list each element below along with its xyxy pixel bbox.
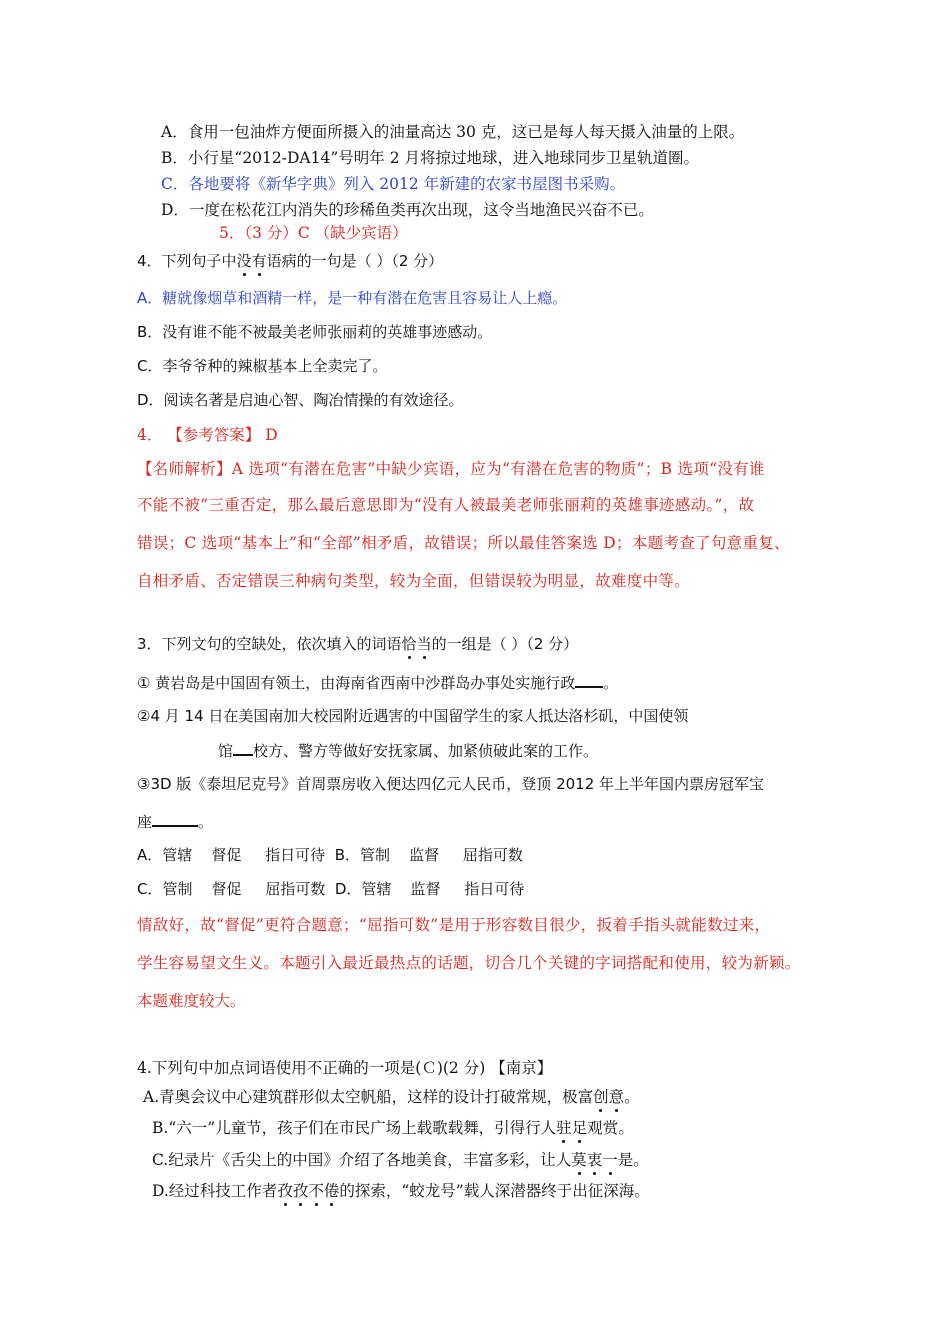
option-a-end: 。	[624, 1088, 640, 1106]
sentence-1	[137, 672, 618, 693]
dotted-words	[237, 252, 267, 270]
option-a-text: A．食用一包油炸方便面所摄入的油量高达 30 克，这已是每人每天摄入油量的上限。	[161, 123, 745, 141]
option-c-start: C.纪录片《舌尖上的中国》介绍了各地美食，丰富多彩，让人	[152, 1151, 572, 1169]
emphasis-char: 足	[571, 1119, 588, 1137]
emphasis-char: 有	[251, 252, 267, 270]
option-c-end: 是。	[617, 1151, 649, 1169]
emphasis-char: 不	[308, 1182, 324, 1200]
option-c-text: C．李爷爷种的辣椒基本上全卖完了。	[137, 357, 388, 375]
answer-line: 5．（3 分）C （缺少宾语）	[219, 224, 408, 242]
question-stem: 4.下列句中加点词语使用不正确的一项是(Ｃ)(2 分) 【南京】	[137, 1059, 553, 1077]
option-d-text: D．一度在松花江内消失的珍稀鱼类再次出现，这令当地渔民兴奋不已。	[161, 201, 654, 219]
sentence-2-start: 馆	[218, 742, 234, 760]
option-d-text: D．阅读名著是启迪心智、陶冶情操的有效途径。	[137, 391, 464, 409]
dotted-words	[402, 635, 432, 653]
analysis-line-1: 【名师解析】A 选项“有潜在危害”中缺少宾语，应为“有潜在危害的物质”；B 选项“没有谁	[137, 460, 765, 478]
emphasis-char: 一	[602, 1151, 618, 1169]
analysis-line-2: 学生容易望文生义。本题引入最近最热点的话题，切合几个关键的字词搭配和使用，较为新颖。	[137, 954, 801, 972]
emphasis-char: 孜	[292, 1182, 309, 1200]
sentence-3-start: 座	[137, 813, 153, 831]
analysis-line-1: 情敌好，故“督促”更符合题意；“屈指可数”是用于形容数目很少，扳着手指头就能数过来，	[137, 916, 771, 934]
question-stem	[137, 251, 443, 271]
emphasis-char: 孜	[277, 1182, 293, 1200]
stem-text-end: 的一组是（ ）（2 分）	[431, 635, 579, 653]
sentence-1-text: ① 黄岩岛是中国固有领土，由海南省西南中沙群岛办事处实施行政	[137, 674, 576, 692]
sentence-2-line-2	[218, 740, 598, 761]
sentence-3-line-1: ③3D 版《泰坦尼克号》首周票房收入便达四亿元人民币，登顶 2012 年上半年国内票房冠军宝	[137, 775, 765, 793]
option-b-start: B.“六一”儿童节，孩子们在市民广场上载歌载舞，引得行人	[152, 1119, 557, 1137]
analysis-line-3: 错误；C 选项“基本上”和“全部”相矛盾，故错误；所以最佳答案选 D；本题考查了句意重复、	[137, 534, 790, 552]
stem-text-end: 语病的一句是（ ）（2 分）	[266, 252, 444, 270]
emphasis-char: 倦	[323, 1182, 340, 1200]
emphasis-char: 没	[236, 252, 252, 270]
question-stem	[137, 634, 578, 654]
answer-line: 4． 【参考答案】 D	[137, 426, 278, 444]
analysis-line-4: 自相矛盾、否定错误三种病句类型，较为全面，但错误较为明显，故难度中等。	[137, 572, 691, 590]
analysis-line-2: 不能不被”三重否定，那么最后意思即为“没有人被最美老师张丽莉的英雄事迹感动。”，故	[137, 496, 755, 514]
emphasis-char: 莫	[571, 1151, 587, 1169]
fill-blank	[575, 672, 603, 688]
fill-blank	[233, 740, 253, 756]
option-b-text	[152, 1118, 634, 1138]
option-c-text	[152, 1150, 649, 1170]
option-a-text	[143, 1087, 640, 1107]
options-a-b: A．管辖 督促 指日可待 B．管制 监督 屈指可数	[137, 846, 523, 864]
option-b-end: 观赏。	[587, 1119, 634, 1137]
analysis-line-3: 本题难度较大。	[137, 992, 246, 1010]
emphasis-char: 意	[608, 1088, 625, 1106]
options-c-d: C．管制 督促 屈指可数 D．管辖 监督 指日可待	[137, 880, 525, 898]
emphasis-char: 创	[593, 1088, 609, 1106]
option-d-end: 的探索，“蛟龙号”载人深潜器终于出征深海。	[339, 1182, 650, 1200]
option-d-text	[152, 1181, 650, 1201]
option-b-text: B．小行星“2012-DA14”号明年 2 月将掠过地球，进入地球同步卫星轨道圈。	[161, 149, 699, 167]
emphasis-char: 当	[416, 635, 432, 653]
emphasis-char: 恰	[401, 635, 417, 653]
option-b-text: B．没有谁不能不被最美老师张丽莉的英雄事迹感动。	[137, 323, 493, 341]
option-a-start: A.青奥会议中心建筑群形似太空帆船，这样的设计打破常规，极富	[143, 1088, 594, 1106]
sentence-3-end: 。	[198, 813, 214, 831]
option-d-start: D.经过科技工作者	[152, 1182, 278, 1200]
sentence-1-end: 。	[603, 674, 619, 692]
option-a-text: A．糖就像烟草和酒精一样，是一种有潜在危害且容易让人上瘾。	[137, 289, 568, 307]
emphasis-char: 驻	[556, 1119, 572, 1137]
sentence-3-line-2	[137, 811, 213, 832]
option-c-text: C．各地要将《新华字典》列入 2012 年新建的农家书屋图书采购。	[161, 175, 626, 193]
sentence-2-line-1: ②4 月 14 日在美国南加大校园附近遇害的中国留学生的家人抵达洛杉矶，中国使领	[137, 707, 689, 725]
fill-blank	[152, 811, 198, 827]
emphasis-char: 衷	[586, 1151, 603, 1169]
stem-text: 4．下列句子中	[137, 252, 237, 270]
stem-text: 3．下列文句的空缺处，依次填入的词语	[137, 635, 402, 653]
sentence-2-text: 校方、警方等做好安抚家属、加紧侦破此案的工作。	[253, 742, 599, 760]
